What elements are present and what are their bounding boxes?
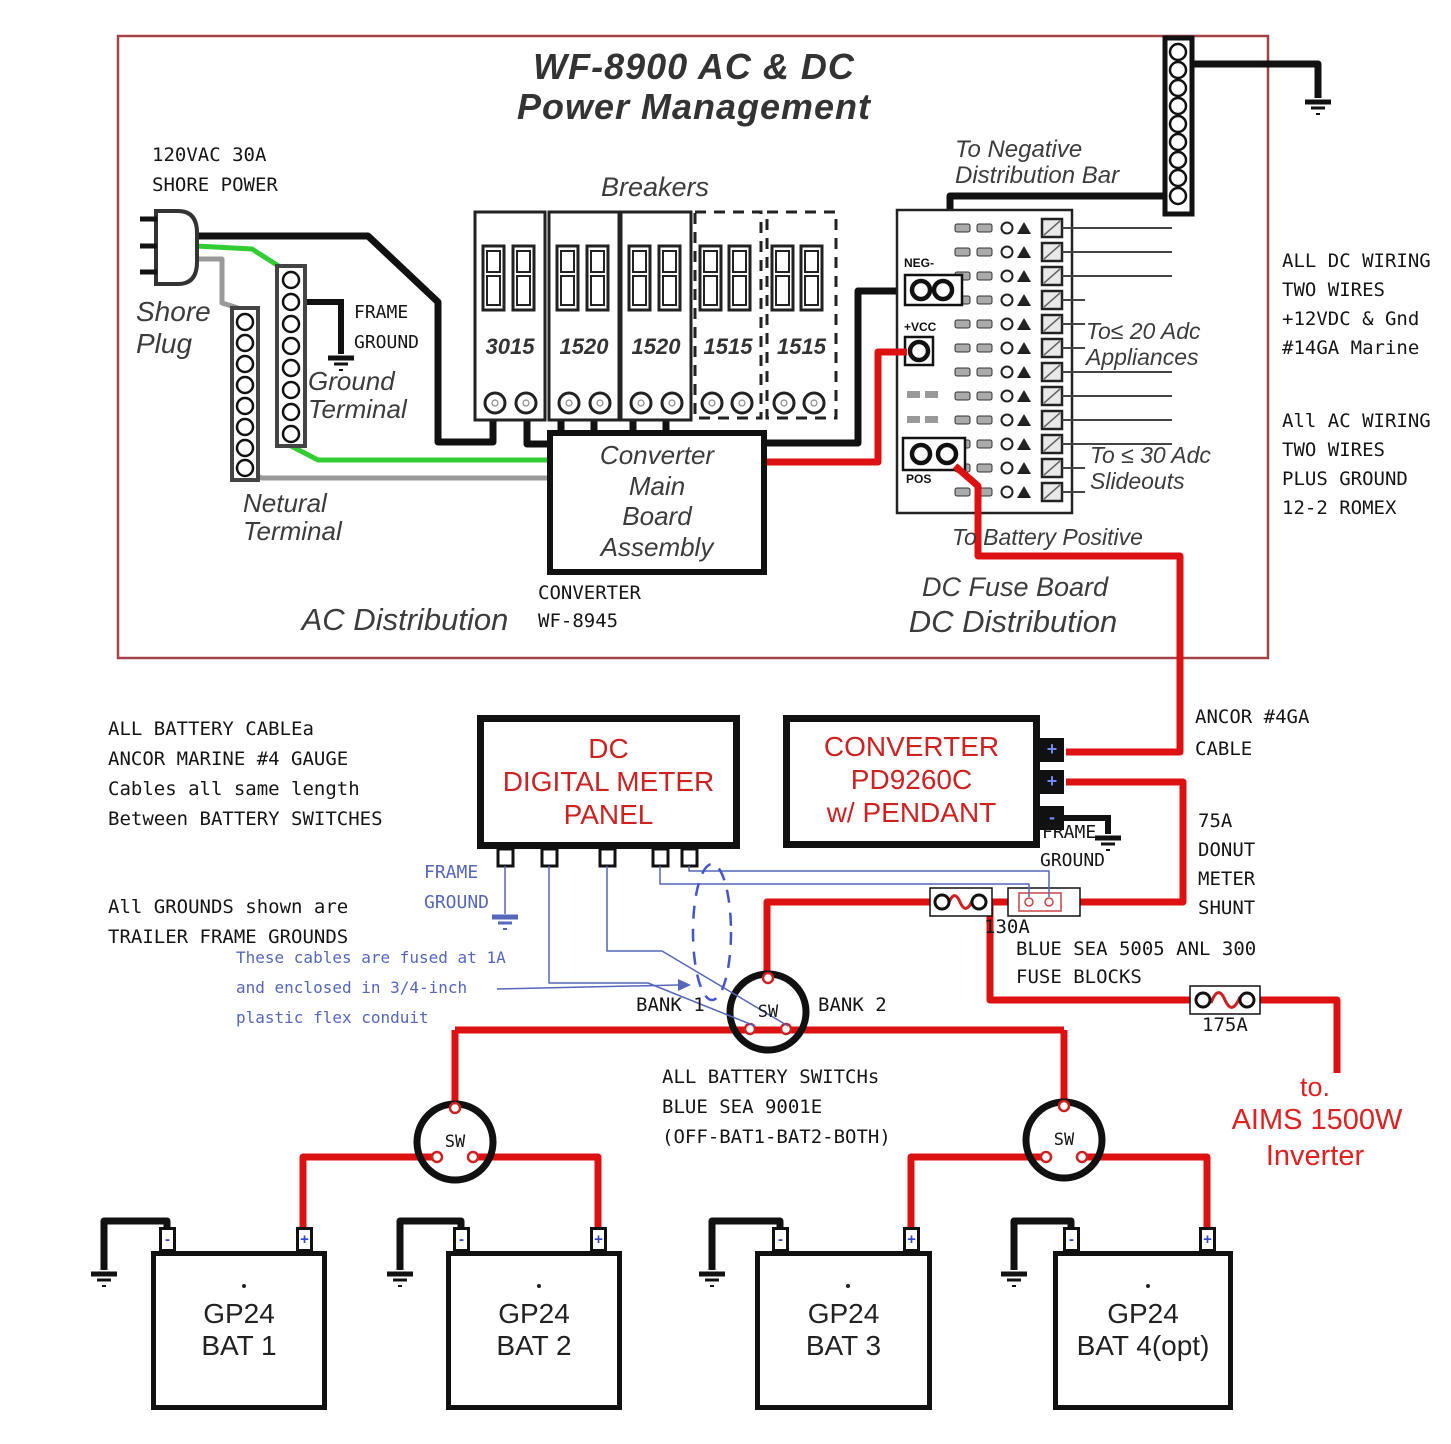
frame-ground-ac-line2: GROUND [354, 332, 420, 353]
fuse-175a-icon [1190, 986, 1260, 1014]
ac-wiring-note-line2: TWO WIRES [1282, 439, 1385, 461]
converter-main-board-box [547, 430, 767, 575]
ground-terminal-strip [277, 266, 305, 446]
switch-note-line1: ALL BATTERY SWITCHs [662, 1066, 880, 1088]
breaker-label-5: 1515 [777, 334, 826, 359]
breakers-title: Breakers [600, 172, 710, 202]
switch3-sw-label: SW [1053, 1130, 1075, 1150]
frame-ground-ac-line1: FRAME [354, 302, 409, 323]
battery-1-box [151, 1251, 327, 1410]
dc-wiring-note-line1: ALL DC WIRING [1282, 250, 1431, 272]
battery-4-minus-terminal: - [1063, 1227, 1080, 1252]
converter-pd9260c-box [783, 715, 1040, 848]
converter-box-line1: Converter [599, 440, 715, 470]
shunt-note-line2: DONUT [1198, 839, 1256, 861]
inverter-note-line3: Inverter [1265, 1140, 1365, 1172]
dc-wiring-note-line3: +12VDC & Gnd [1282, 308, 1420, 330]
meter-shunt-icon [1008, 888, 1080, 916]
converter-box-line3: Board [622, 501, 692, 532]
switch1-sw-label: SW [757, 1002, 779, 1022]
vcc-terminal-label: +VCC [904, 320, 937, 334]
ac-wiring-note-line3: PLUS GROUND [1282, 468, 1408, 490]
converter2-line3: w/ PENDANT [826, 797, 997, 829]
battery-3-dot [846, 1284, 850, 1288]
ac-distribution-label: AC Distribution [301, 602, 509, 637]
meter-panel-line2: DIGITAL METER [502, 766, 715, 798]
battery-1-dot [242, 1284, 246, 1288]
grounds-note-line1: All GROUNDS shown are [108, 896, 349, 918]
converter2-minus-terminal: - [1040, 806, 1064, 830]
battery-4-name: BAT 4(opt) [1076, 1330, 1210, 1361]
battery-4-dot [1146, 1284, 1150, 1288]
shunt-note-line3: METER [1198, 868, 1256, 890]
appliances-label-line2: Appliances [1086, 344, 1199, 370]
converter2-line1: CONVERTER [823, 731, 1000, 762]
inverter-note-line1: to. [1299, 1072, 1331, 1102]
slideouts-label-line1: To ≤ 30 Adc [1090, 442, 1211, 468]
converter-box-line2: Main [628, 470, 686, 501]
dc-digital-meter-panel-box [477, 715, 740, 849]
meter-frame-ground-symbol [492, 917, 518, 929]
battery-2-model: GP24 [498, 1298, 570, 1329]
meter-frame-ground-line1: FRAME [424, 862, 479, 883]
battery-1-minus-terminal: - [159, 1227, 176, 1252]
converter-caption-line2: WF-8945 [538, 610, 619, 632]
fuse-blocks-note-line1: BLUE SEA 5005 ANL 300 [1016, 938, 1257, 960]
conduit-arrow-head [678, 979, 691, 991]
converter2-plus1-terminal: + [1040, 738, 1064, 762]
battery-3-model: GP24 [807, 1298, 880, 1329]
ancor-cable-note-line2: CABLE [1195, 738, 1253, 760]
switch-note-line2: BLUE SEA 9001E [662, 1096, 823, 1118]
shore-plug-label-line2: Plug [136, 328, 193, 359]
pos-terminal-label: POS [906, 472, 932, 486]
switch2-sw-label: SW [444, 1132, 466, 1152]
battery-cable-note-line4: Between BATTERY SWITCHES [108, 808, 383, 830]
fuse-blocks-note-line2: FUSE BLOCKS [1016, 966, 1142, 988]
conduit-note-line2: and enclosed in 3/4-inch [236, 978, 468, 997]
converter2-frame-ground-line1: FRAME [1042, 822, 1097, 843]
meter-panel-line1: DC [588, 733, 629, 764]
battery-2-dot [537, 1284, 541, 1288]
battery-1-model: GP24 [203, 1298, 275, 1329]
battery-cable-note-line2: ANCOR MARINE #4 GAUGE [108, 748, 349, 770]
battery-2-name: BAT 2 [496, 1330, 572, 1361]
meter-frame-ground-line2: GROUND [424, 892, 490, 913]
meter-panel-line3: PANEL [563, 799, 654, 831]
converter2-plus2-terminal: + [1040, 770, 1064, 794]
battery-3-minus-terminal: - [772, 1227, 789, 1252]
meter-panel-pins [498, 849, 697, 866]
battery-cable-note-line1: ALL BATTERY CABLEa [108, 718, 314, 740]
dc-wiring-note-line4: #14GA Marine [1282, 337, 1420, 359]
battery-2-minus-terminal: - [453, 1227, 470, 1252]
neutral-terminal-label-line1: Netural [243, 488, 327, 518]
to-negative-label-line2: Distribution Bar [955, 162, 1120, 189]
battery-cable-note-line3: Cables all same length [108, 778, 360, 800]
converter-caption-line1: CONVERTER [538, 582, 641, 604]
dc-fuse-board-label: DC Fuse Board [921, 572, 1109, 602]
battery-4-box [1053, 1251, 1233, 1410]
battery-4-model: GP24 [1107, 1298, 1179, 1329]
breaker-label-1: 3015 [485, 334, 535, 359]
fuse-175a-label: 175A [1202, 1014, 1248, 1036]
inverter-note-line2: AIMS 1500W [1231, 1104, 1403, 1136]
dc-distribution-label: DC Distribution [908, 604, 1118, 639]
shore-rating-label: 120VAC 30A [152, 144, 267, 166]
battery-3-box [755, 1251, 932, 1410]
conduit-note-line1: These cables are fused at 1A [236, 948, 506, 967]
conduit-note-line3: plastic flex conduit [236, 1008, 429, 1027]
breaker-label-3: 1520 [631, 334, 681, 359]
fuse-130a-label: 130A [984, 916, 1030, 938]
converter2-frame-ground-line2: GROUND [1040, 850, 1106, 871]
converter2-line2: PD9260C [850, 764, 973, 796]
battery-4-plus-terminal: + [1199, 1227, 1216, 1252]
bank1-label: BANK 1 [636, 994, 705, 1016]
converter-box-line4: Assembly [600, 532, 714, 563]
battery-1-plus-terminal: + [296, 1227, 313, 1252]
neutral-terminal-label-line2: Terminal [243, 516, 342, 546]
switch-note-line3: (OFF-BAT1-BAT2-BOTH) [662, 1126, 891, 1148]
ground-terminal-label-line2: Terminal [308, 394, 407, 424]
bank2-label: BANK 2 [818, 994, 887, 1016]
ac-wiring-note-line4: 12-2 ROMEX [1282, 497, 1397, 519]
shunt-note-line1: 75A [1198, 810, 1233, 832]
slideouts-label-line2: Slideouts [1090, 468, 1185, 494]
breaker-label-2: 1520 [559, 334, 609, 359]
neg-terminal-label: NEG- [904, 256, 934, 270]
shore-plug-label-line1: Shore [136, 296, 211, 327]
battery-2-plus-terminal: + [590, 1227, 607, 1252]
dc-wiring-note-line2: TWO WIRES [1282, 279, 1385, 301]
fuse-130a-icon [930, 888, 992, 916]
ac-wiring-note-line1: All AC WIRING [1282, 410, 1431, 432]
shore-power-label: SHORE POWER [152, 174, 278, 196]
to-battery-positive-label: To Battery Positive [952, 524, 1143, 550]
ancor-cable-note-line1: ANCOR #4GA [1195, 706, 1310, 728]
diagram-title-line1: WF-8900 AC & DC [533, 46, 855, 87]
shore-plug-icon [140, 211, 197, 284]
battery-1-name: BAT 1 [201, 1330, 277, 1361]
to-negative-label-line1: To Negative [955, 136, 1083, 163]
grounds-note-line2: TRAILER FRAME GROUNDS [108, 926, 349, 948]
battery-3-plus-terminal: + [903, 1227, 920, 1252]
appliances-label-line1: To≤ 20 Adc [1086, 318, 1201, 344]
breaker-panels [475, 212, 836, 420]
neutral-terminal-strip [232, 308, 258, 480]
shunt-note-line4: SHUNT [1198, 897, 1256, 919]
negative-distribution-bar [1165, 38, 1192, 214]
diagram-title-line2: Power Management [516, 86, 872, 127]
ground-terminal-label-line1: Ground [308, 366, 395, 396]
battery-2-box [446, 1251, 622, 1410]
breaker-label-4: 1515 [703, 334, 753, 359]
battery-3-name: BAT 3 [805, 1330, 882, 1361]
